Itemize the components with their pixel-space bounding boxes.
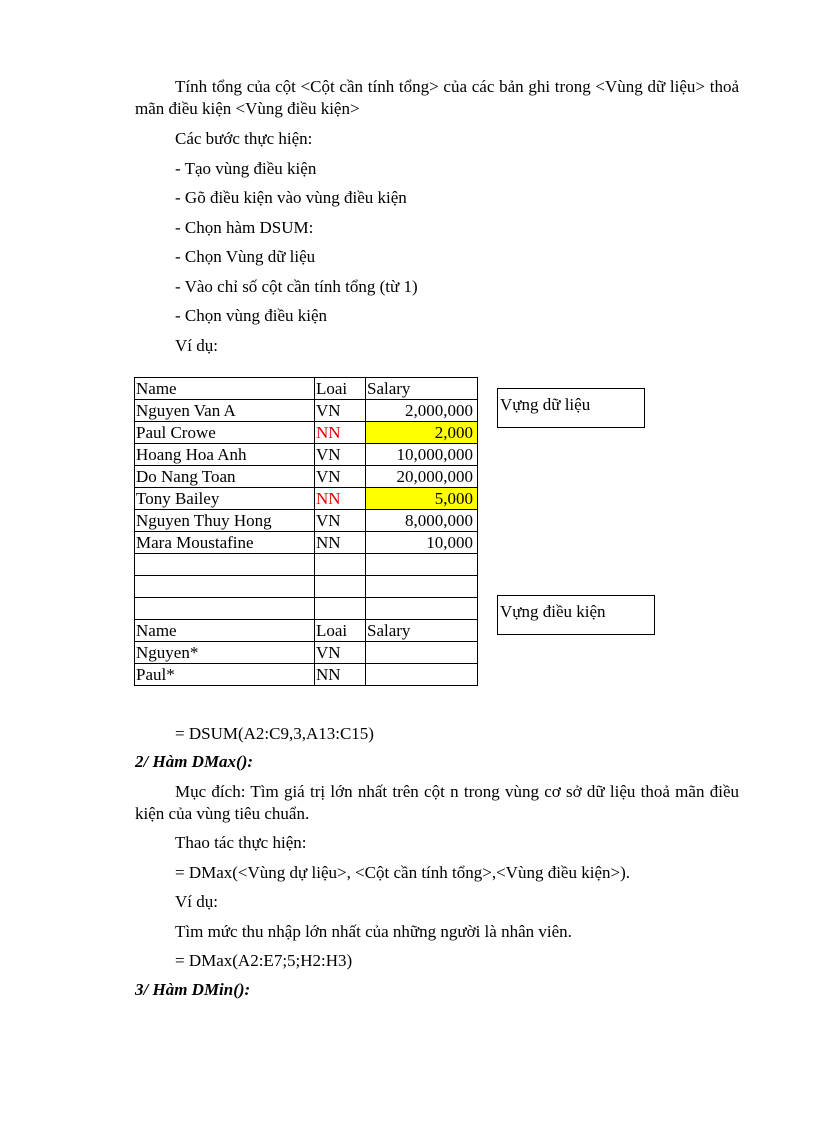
criteria-name-cell: Nguyen*: [135, 642, 315, 664]
step-item: - Chọn vùng điều kiện: [175, 306, 328, 325]
data-region-callout: Vựng dữ liệu: [497, 388, 645, 428]
dmax-example-text: Tìm mức thu nhập lớn nhất của những người là nhân viên.: [175, 922, 572, 941]
salary-cell-highlighted: 5,000: [366, 488, 478, 510]
example-label: Ví dụ:: [175, 336, 218, 355]
table-row: [135, 466, 478, 488]
dsum-formula: = DSUM(A2:C9,3,A13:C15): [175, 724, 374, 743]
header-cell: Name: [135, 620, 315, 642]
loai-cell: NN: [315, 422, 366, 444]
loai-cell: VN: [315, 466, 366, 488]
empty-row: [135, 554, 478, 576]
dmax-purpose: Mục đích: Tìm giá trị lớn nhất trên cột n trong vùng cơ sở dữ liệu thoả mãn điều kiện của vùng tiêu chuẩn.: [135, 782, 739, 823]
salary-cell: 8,000,000: [366, 510, 478, 532]
loai-cell: VN: [315, 444, 366, 466]
dmax-howto-label: Thao tác thực hiện:: [175, 833, 307, 852]
step-item: - Tạo vùng điều kiện: [175, 159, 317, 178]
name-cell: Do Nang Toan: [135, 466, 315, 488]
criteria-loai-cell: VN: [315, 642, 366, 664]
empty-cell: [366, 598, 478, 620]
dmax-heading: 2/ Hàm DMax():: [135, 752, 254, 771]
table-row: [135, 400, 478, 422]
dmax-example-formula: = DMax(A2:E7;5;H2:H3): [175, 951, 353, 970]
step-item: - Vào chỉ số cột cần tính tổng (từ 1): [175, 277, 418, 296]
loai-cell: NN: [315, 488, 366, 510]
dmin-heading: 3/ Hàm DMin():: [135, 980, 251, 999]
name-cell: Tony Bailey: [135, 488, 315, 510]
criteria-loai-cell: NN: [315, 664, 366, 686]
criteria-name-cell: Paul*: [135, 664, 315, 686]
table-header-row: [135, 378, 478, 400]
criteria-salary-cell: [366, 642, 478, 664]
dmax-syntax: = DMax(<Vùng dự liệu>, <Cột cần tính tổng>,<Vùng điều kiện>).: [175, 863, 630, 882]
empty-cell: [315, 598, 366, 620]
loai-cell: NN: [315, 532, 366, 554]
empty-cell: [135, 554, 315, 576]
loai-cell: VN: [315, 510, 366, 532]
salary-cell: 2,000,000: [366, 400, 478, 422]
header-cell: Salary: [366, 620, 478, 642]
empty-cell: [315, 554, 366, 576]
salary-cell-highlighted: 2,000: [366, 422, 478, 444]
empty-cell: [366, 576, 478, 598]
empty-cell: [366, 554, 478, 576]
criteria-row: [135, 664, 478, 686]
criteria-region-callout: Vựng điều kiện: [497, 595, 655, 635]
dmax-example-label: Ví dụ:: [175, 892, 218, 911]
spreadsheet-table: [134, 377, 478, 686]
salary-cell: 10,000: [366, 532, 478, 554]
name-cell: Paul Crowe: [135, 422, 315, 444]
salary-cell: 20,000,000: [366, 466, 478, 488]
salary-cell: 10,000,000: [366, 444, 478, 466]
empty-cell: [135, 598, 315, 620]
criteria-salary-cell: [366, 664, 478, 686]
name-cell: Nguyen Thuy Hong: [135, 510, 315, 532]
empty-cell: [135, 576, 315, 598]
table-row: [135, 422, 478, 444]
empty-row: [135, 598, 478, 620]
empty-row: [135, 576, 478, 598]
table-row: [135, 444, 478, 466]
table-row: [135, 532, 478, 554]
empty-cell: [315, 576, 366, 598]
step-item: - Chọn hàm DSUM:: [175, 218, 314, 237]
header-cell: Loai: [315, 378, 366, 400]
criteria-header-row: [135, 620, 478, 642]
intro-paragraph: Tính tổng của cột <Cột cần tính tổng> của các bản ghi trong <Vùng dữ liệu> thoả mãn điều kiện <Vùng điều kiện>: [135, 77, 739, 118]
header-cell: Loai: [315, 620, 366, 642]
table-row: [135, 488, 478, 510]
header-cell: Salary: [366, 378, 478, 400]
header-cell: Name: [135, 378, 315, 400]
name-cell: Nguyen Van A: [135, 400, 315, 422]
name-cell: Mara Moustafine: [135, 532, 315, 554]
step-item: - Gõ điều kiện vào vùng điều kiện: [175, 188, 407, 207]
table-row: [135, 510, 478, 532]
criteria-row: [135, 642, 478, 664]
step-item: - Chọn Vùng dữ liệu: [175, 247, 316, 266]
name-cell: Hoang Hoa Anh: [135, 444, 315, 466]
loai-cell: VN: [315, 400, 366, 422]
steps-title: Các bước thực hiện:: [175, 129, 313, 148]
